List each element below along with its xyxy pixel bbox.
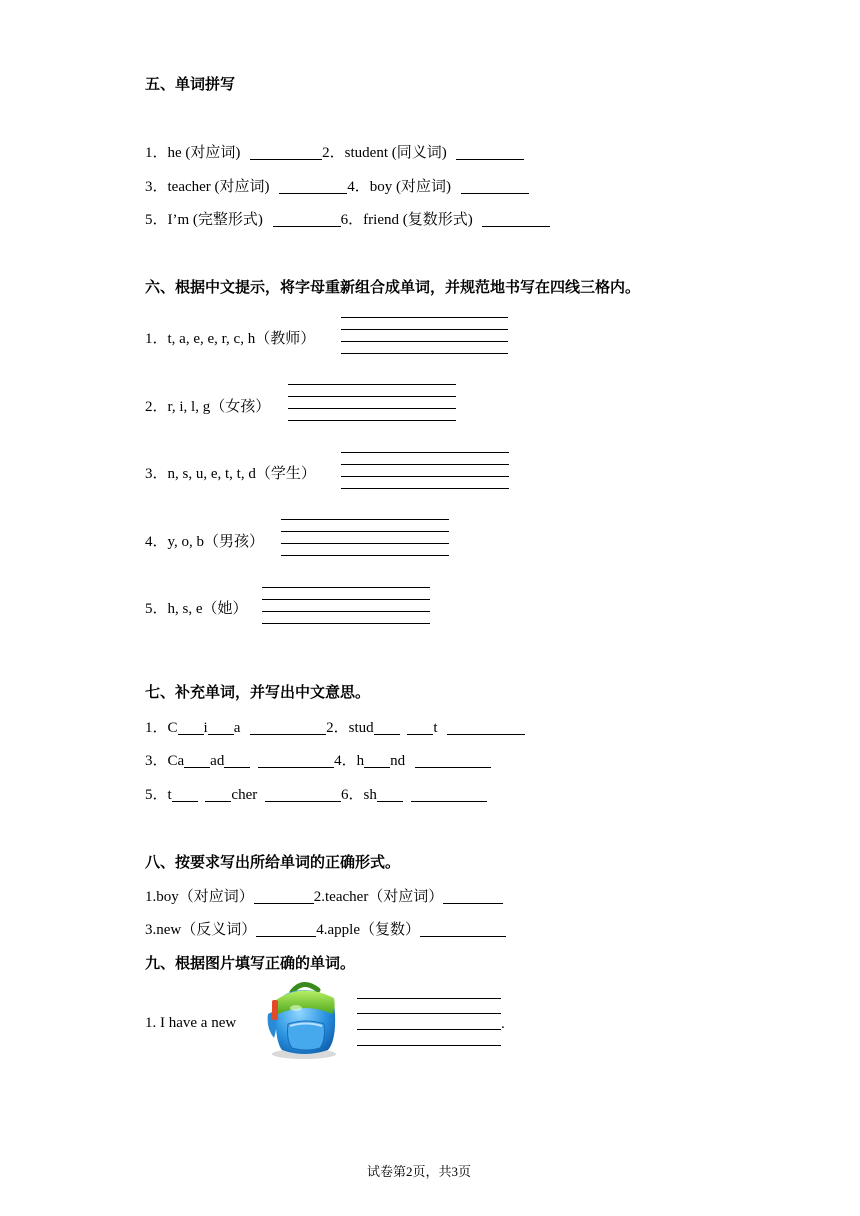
meaning-blank[interactable] [411, 786, 487, 802]
letter-blank[interactable] [208, 719, 234, 735]
writing-line [341, 464, 509, 465]
q3-mid: ad [210, 753, 225, 769]
q5-prefix: 5．t [145, 787, 172, 803]
q4-label: 4.apple（复数） [316, 922, 420, 938]
meaning-blank[interactable] [250, 719, 326, 735]
question-row [145, 783, 487, 804]
writing-line [281, 555, 449, 556]
writing-line [357, 1029, 501, 1030]
writing-line [262, 587, 430, 588]
q4-prefix: 4．h [334, 753, 365, 769]
q1-prompt: 1. I have a new [145, 1015, 237, 1031]
q1-label: 1.boy（对应词） [145, 889, 254, 905]
writing-line [281, 519, 449, 520]
letter-blank[interactable] [172, 786, 198, 802]
writing-line [357, 998, 501, 999]
q5-label: 5．I’m (完整形式) [145, 212, 263, 228]
section-6-title: 六、根据中文提示，将字母重新组合成单词，并规范地书写在四线三格内。 [145, 278, 641, 296]
q6-label: 6．friend (复数形式) [340, 212, 473, 228]
writing-line [341, 317, 508, 318]
q2-label: 2.teacher（对应词） [313, 889, 444, 905]
question-row [145, 918, 506, 939]
q4-end: nd [390, 753, 406, 769]
letter-blank[interactable] [184, 752, 210, 768]
question-row [145, 885, 503, 906]
writing-line [288, 420, 456, 421]
question-row [145, 175, 529, 196]
writing-line [341, 353, 508, 354]
item-4-label: 4．y, o, b（男孩） [145, 534, 265, 550]
q3-label: 3.new（反义词） [145, 922, 257, 938]
writing-line [341, 341, 508, 342]
q3-label: 3．teacher (对应词) [145, 179, 270, 195]
writing-line [341, 488, 509, 489]
letter-blank[interactable] [224, 752, 250, 768]
sentence-period: . [501, 1016, 505, 1032]
writing-line [341, 452, 509, 453]
writing-line [262, 623, 430, 624]
q4-label: 4．boy (对应词) [347, 179, 452, 195]
section-7-title: 七、补充单词，并写出中文意思。 [145, 683, 371, 701]
writing-line [281, 531, 449, 532]
writing-line [262, 611, 430, 612]
letter-blank[interactable] [407, 719, 433, 735]
answer-blank[interactable] [461, 178, 529, 194]
writing-line [281, 543, 449, 544]
writing-line [357, 1045, 501, 1046]
letter-blank[interactable] [377, 786, 403, 802]
q2-end: t [433, 720, 438, 736]
answer-blank[interactable] [420, 921, 506, 937]
q1-mid: i [203, 720, 208, 736]
q6-prefix: 6．sh [340, 787, 377, 803]
writing-line [262, 599, 430, 600]
item-2-label: 2．r, i, l, g（女孩） [145, 399, 271, 415]
q5-end: cher [231, 787, 258, 803]
section-8-title: 八、按要求写出所给单词的正确形式。 [145, 853, 401, 871]
q2-label: 2．student (同义词) [322, 145, 447, 161]
answer-blank[interactable] [256, 921, 316, 937]
question-row [145, 208, 550, 229]
meaning-blank[interactable] [258, 752, 334, 768]
q1-label: 1．he (对应词) [145, 145, 241, 161]
question-row [145, 716, 525, 737]
q1-prefix: 1．C [145, 720, 178, 736]
meaning-blank[interactable] [265, 786, 341, 802]
answer-blank[interactable] [279, 178, 347, 194]
writing-line [341, 476, 509, 477]
writing-line [288, 408, 456, 409]
answer-blank[interactable] [254, 888, 314, 904]
backpack-icon [262, 980, 344, 1060]
item-3-label: 3．n, s, u, e, t, t, d（学生） [145, 466, 316, 482]
q2-prefix: 2．stud [326, 720, 374, 736]
q3-prefix: 3．Ca [145, 753, 185, 769]
question-row [145, 141, 524, 162]
q1-end: a [233, 720, 241, 736]
writing-line [288, 396, 456, 397]
answer-blank[interactable] [443, 888, 503, 904]
answer-blank[interactable] [456, 144, 524, 160]
answer-blank[interactable] [482, 211, 550, 227]
question-row [145, 749, 491, 770]
letter-blank[interactable] [364, 752, 390, 768]
writing-line [288, 384, 456, 385]
writing-line [341, 329, 508, 330]
item-5-label: 5．h, s, e（她） [145, 601, 248, 617]
section-9-title: 九、根据图片填写正确的单词。 [145, 954, 356, 972]
answer-blank[interactable] [273, 211, 341, 227]
letter-blank[interactable] [178, 719, 204, 735]
item-1-label: 1．t, a, e, e, r, c, h（教师） [145, 331, 316, 347]
meaning-blank[interactable] [415, 752, 491, 768]
letter-blank[interactable] [374, 719, 400, 735]
section-5-title: 五、单词拼写 [145, 75, 236, 93]
meaning-blank[interactable] [447, 719, 525, 735]
answer-blank[interactable] [250, 144, 322, 160]
page-footer: 试卷第2页，共3页 [367, 1164, 472, 1179]
writing-line [357, 1013, 501, 1014]
letter-blank[interactable] [205, 786, 231, 802]
